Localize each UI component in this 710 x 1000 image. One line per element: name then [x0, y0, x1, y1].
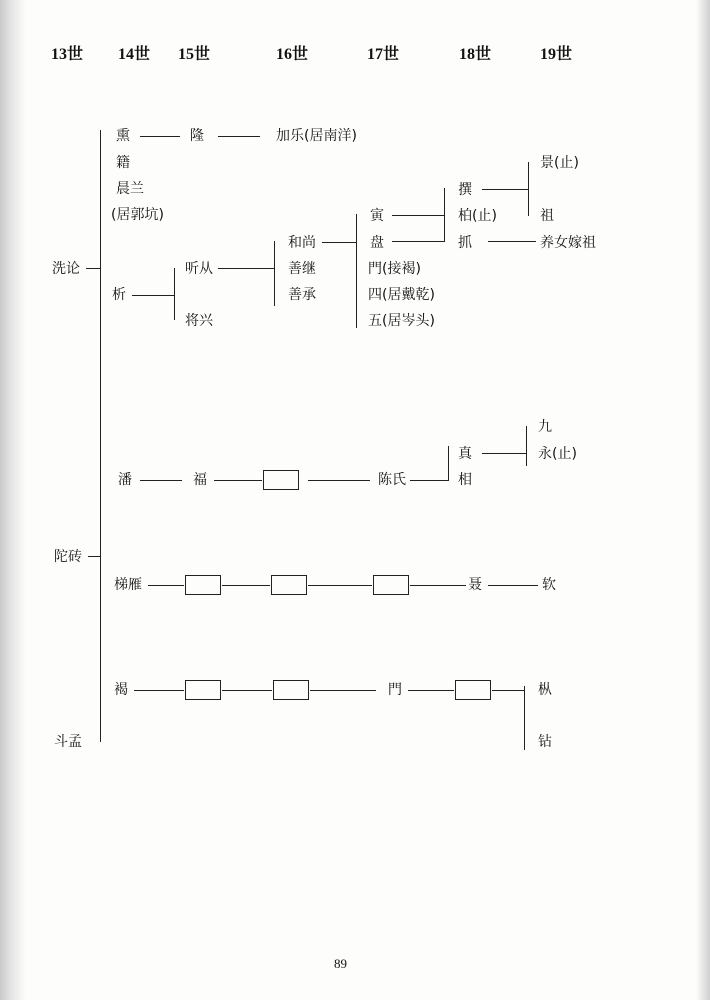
- generation-18: 18世: [459, 46, 492, 63]
- connector: [322, 242, 356, 243]
- person-pan: 盘: [370, 235, 384, 251]
- connector: [410, 585, 466, 586]
- person-xi: 析: [112, 287, 126, 303]
- connector: [218, 268, 274, 269]
- blank-name-box: [185, 680, 221, 700]
- connector: [310, 690, 376, 691]
- person-yin: 寅: [370, 208, 384, 224]
- connector: [174, 268, 175, 320]
- person-yangnv: 养女嫁祖: [540, 235, 596, 251]
- connector: [488, 585, 538, 586]
- connector: [218, 136, 260, 137]
- connector: [148, 585, 184, 586]
- generation-15: 15世: [178, 46, 211, 63]
- connector: [308, 585, 372, 586]
- person-pan2: 潘: [118, 472, 132, 488]
- generation-17: 17世: [367, 46, 400, 63]
- scan-shadow-left: [0, 0, 26, 1000]
- person-tingcong: 听从: [185, 261, 213, 277]
- generation-19: 19世: [540, 46, 573, 63]
- person-zhuan: 撰: [458, 182, 472, 198]
- connector: [392, 241, 444, 242]
- connector: [308, 480, 370, 481]
- person-xilun: 洗论: [52, 261, 80, 277]
- person-si: 四(居戴乾): [368, 287, 435, 303]
- connector: [444, 188, 445, 242]
- connector: [526, 426, 527, 466]
- person-jiangxing: 将兴: [185, 313, 213, 329]
- generation-14: 14世: [118, 46, 151, 63]
- person-doumeng: 斗孟: [54, 734, 82, 750]
- person-ji: 籍: [116, 155, 130, 171]
- connector: [140, 480, 182, 481]
- person-xun: 熏: [116, 128, 130, 144]
- generation-13: 13世: [51, 46, 84, 63]
- person-tuozhuan: 陀砖: [54, 549, 82, 565]
- spine-line: [100, 130, 101, 742]
- connector: [88, 556, 100, 557]
- person-wu: 五(居岑头): [368, 313, 435, 329]
- blank-name-box: [263, 470, 299, 490]
- person-ruan: 软: [542, 577, 556, 593]
- person-shanji: 善继: [288, 261, 316, 277]
- person-he: 褐: [114, 682, 128, 698]
- blank-name-box: [273, 680, 309, 700]
- connector: [274, 241, 275, 306]
- person-xiang: 相: [458, 472, 472, 488]
- person-yong: 永(止): [538, 446, 577, 462]
- connector: [214, 480, 262, 481]
- blank-name-box: [373, 575, 409, 595]
- connector: [132, 295, 174, 296]
- connector: [448, 446, 449, 481]
- connector: [488, 241, 536, 242]
- connector: [492, 690, 524, 691]
- person-jing: 景(止): [540, 155, 579, 171]
- person-jiu: 九: [538, 419, 552, 435]
- person-chenlan-residence: (居郭坑): [111, 207, 164, 223]
- connector: [524, 686, 525, 750]
- connector: [392, 215, 444, 216]
- person-tiyan: 梯雁: [114, 577, 142, 593]
- connector: [356, 214, 357, 328]
- person-zu: 祖: [540, 208, 554, 224]
- person-chenshi: 陈氏: [378, 472, 406, 488]
- person-bai: 柏(止): [458, 208, 497, 224]
- connector: [222, 585, 270, 586]
- blank-name-box: [271, 575, 307, 595]
- connector: [482, 453, 526, 454]
- person-chenlan: 晨兰: [116, 181, 144, 197]
- generation-16: 16世: [276, 46, 309, 63]
- page-number: 89: [334, 956, 347, 971]
- person-men-jieshe: 門(接褐): [368, 261, 421, 277]
- person-feng: 枞: [538, 682, 552, 698]
- blank-name-box: [455, 680, 491, 700]
- person-gu: 钻: [538, 734, 552, 750]
- person-fu: 福: [193, 472, 207, 488]
- connector: [410, 480, 448, 481]
- connector: [134, 690, 184, 691]
- person-zhen: 真: [458, 446, 472, 462]
- scan-shadow-right: [696, 0, 710, 1000]
- person-jiale: 加乐(居南洋): [276, 128, 357, 144]
- blank-name-box: [185, 575, 221, 595]
- connector: [140, 136, 180, 137]
- person-nie: 聂: [468, 577, 482, 593]
- connector: [482, 189, 528, 190]
- connector: [408, 690, 454, 691]
- person-long: 隆: [190, 128, 204, 144]
- connector: [528, 162, 529, 216]
- person-shancheng: 善承: [288, 287, 316, 303]
- person-men: 門: [388, 682, 402, 698]
- person-heshang: 和尚: [288, 235, 316, 251]
- connector: [86, 268, 100, 269]
- person-zhua: 抓: [458, 235, 472, 251]
- connector: [222, 690, 272, 691]
